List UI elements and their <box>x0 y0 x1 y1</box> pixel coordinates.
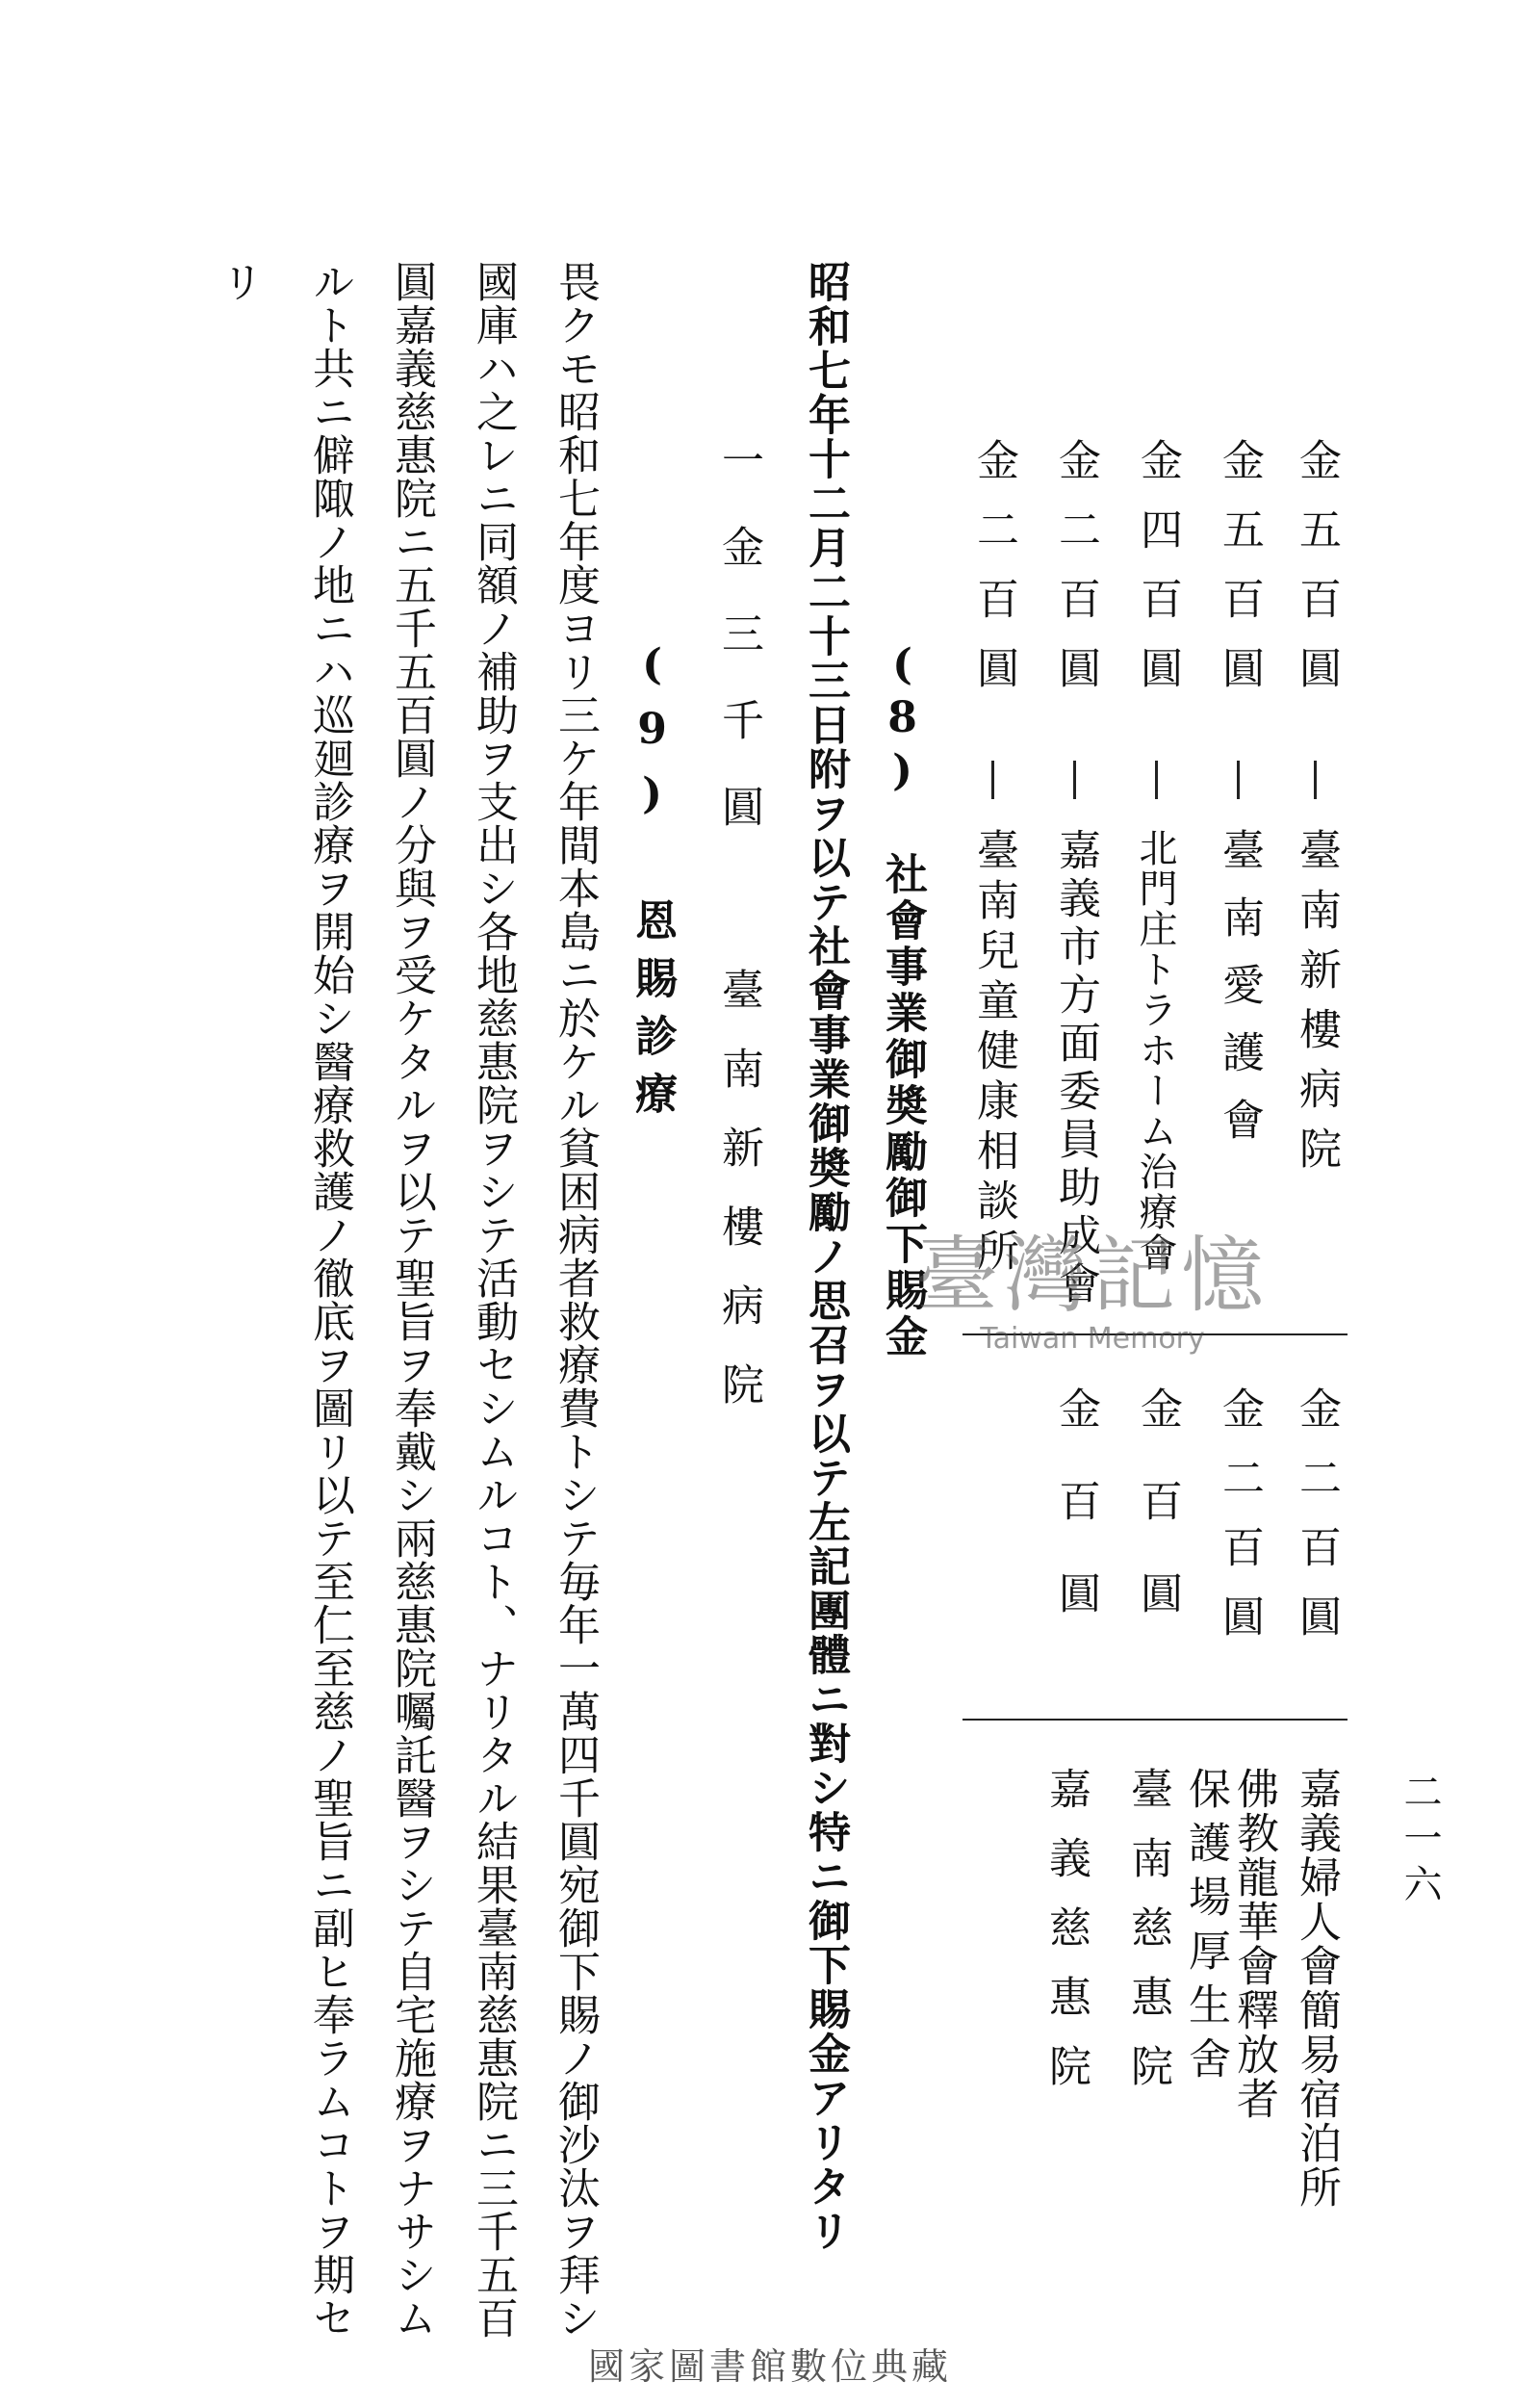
donation-recipient: 北門庄トラホーム治療會 <box>1133 828 1177 1273</box>
section-9-line: リ <box>214 260 263 302</box>
section-9-line: 畏クモ昭和七年度ヨリ三ケ年間本島ニ於ケル貧困病者救療費トシテ毎年一萬四千圓宛御下賜ノ御沙汰ヲ拜シ <box>551 260 600 2340</box>
donation-recipient: 臺南兒童健康相談所 <box>969 828 1018 1279</box>
donation-amount: 金五百圓 <box>1215 438 1264 715</box>
section-9-line: ルト共ニ僻陬ノ地ニハ巡廻診療ヲ開始シ醫療救護ノ徹底ヲ圖リ以テ至仁至慈ノ聖旨ニ副ヒ奉ラムコトヲ期セ <box>305 260 354 2340</box>
donation-amount: 金百圓 <box>1133 1386 1182 1664</box>
donation-amount: 金五百圓 <box>1292 438 1341 715</box>
page-number: 二一六 <box>1398 1772 1442 1910</box>
donation-amount: 金二百圓 <box>1292 1386 1341 1664</box>
watermark <box>881 1208 1304 1356</box>
footer-credit: 國家圖書館數位典藏 <box>587 2345 952 2388</box>
watermark-chinese: 臺灣記憶 <box>915 1228 1270 1324</box>
section-8-body: 昭和七年十二月二十三日附ヲ以テ社會事業御奬勵ノ思召ヲ以テ左記團體ニ對シ特ニ御下賜金アリタリ <box>801 260 850 2253</box>
donation-amount: 金二百圓 <box>1215 1386 1264 1664</box>
donation-amount: 金二百圓 <box>969 438 1018 715</box>
donation-recipient: 佛教龍華會釋放者 <box>1229 1767 1278 2121</box>
donation-recipient: 嘉義市方面委員助成會 <box>1051 828 1100 1309</box>
section-8-heading: (8) 社會事業御奬勵御下賜金 <box>878 640 927 1360</box>
leader-dash <box>991 761 994 799</box>
watermark-english: Taiwan Memory <box>980 1322 1205 1356</box>
donation-recipient: 臺南慈惠院 <box>1123 1767 1172 2113</box>
donation-recipient: 嘉義慈惠院 <box>1041 1767 1091 2113</box>
leader-dash <box>1155 761 1158 799</box>
leader-dash <box>1314 761 1317 799</box>
donation-amount: 金四百圓 <box>1133 438 1182 715</box>
donation-amount: 金百圓 <box>1051 1386 1100 1664</box>
section-9-heading: (9) 恩賜診療 <box>628 640 677 1129</box>
donation-recipient: 嘉義婦人會簡易宿泊所 <box>1292 1767 1341 2210</box>
donation-recipient: 保護場厚生舍 <box>1181 1767 1230 2090</box>
donation-amount: 金二百圓 <box>1051 438 1100 715</box>
donation-recipient: 臺南愛護會 <box>1215 828 1264 1165</box>
donation-recipient: 臺南新樓病院 <box>1292 828 1341 1186</box>
leader-dash <box>1237 761 1240 799</box>
section-9-line: 圓嘉義慈惠院ニ五千五百圓ノ分與ヲ受ケタルヲ以テ聖旨ヲ奉戴シ兩慈惠院囑託醫ヲシテ自宅施療ヲナサシム <box>387 260 436 2340</box>
row-divider <box>962 1719 1348 1721</box>
section-8-item-amount: 一金三千圓 <box>714 438 763 871</box>
leader-dash <box>1073 761 1076 799</box>
section-8-item-recipient: 臺南新樓病院 <box>714 968 763 1441</box>
section-9-line: 國庫ハ之レニ同額ノ補助ヲ支出シ各地慈惠院ヲシテ活動セシムルコト、ナリタル結果臺南慈惠院ニ三千五百 <box>469 260 518 2340</box>
